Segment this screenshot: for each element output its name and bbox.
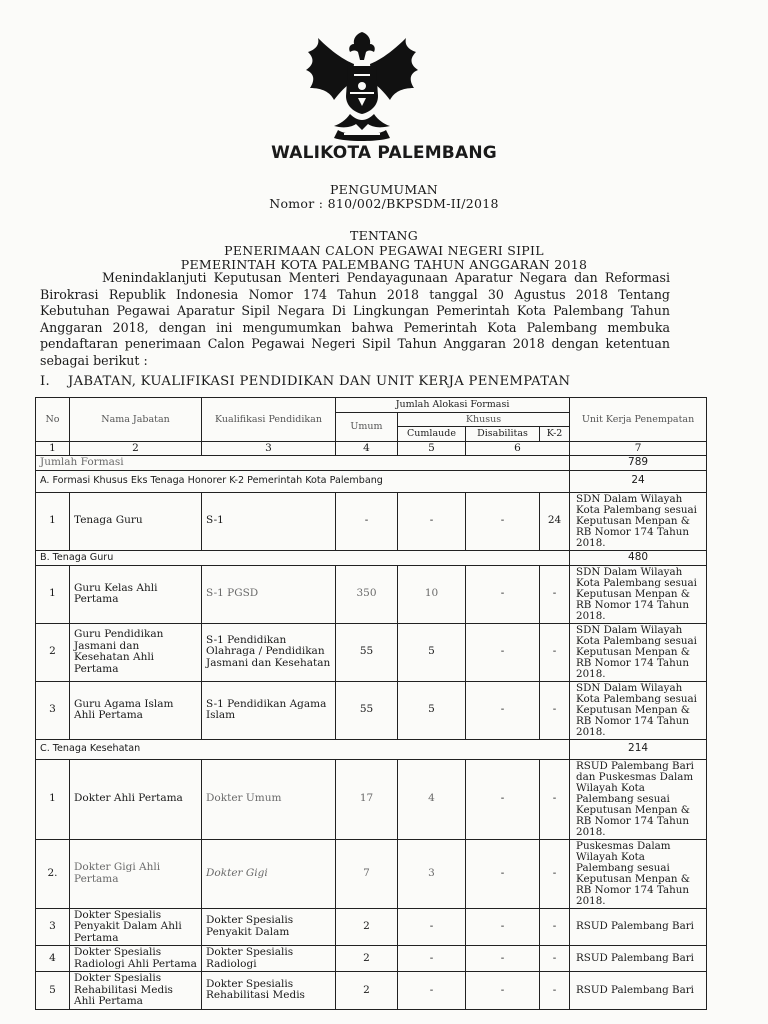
row-umum: 55 [336, 623, 398, 681]
row-unit: RSUD Palembang Bari dan Puskesmas Dalam Wilayah Kota Palembang sesuai Keputusan Menpan & RB Nomor 174 Tahun 2018. [570, 759, 707, 839]
table-row [36, 972, 707, 1010]
row-kualifikasi: Dokter Umum [202, 759, 336, 839]
row-unit: SDN Dalam Wilayah Kota Palembang sesuai Keputusan Menpan & RB Nomor 174 Tahun 2018. [570, 492, 707, 550]
table-header-row [36, 398, 707, 413]
col-number: 5 [398, 441, 466, 456]
row-k2: - [540, 623, 570, 681]
section-title: JABATAN, KUALIFIKASI PENDIDIKAN DAN UNIT KERJA PENEMPATAN [68, 374, 571, 389]
row-no: 4 [36, 946, 70, 972]
document-type: PENGUMUMAN [329, 182, 439, 197]
row-k2: - [540, 972, 570, 1010]
mayor-title: WALIKOTA PALEMBANG [271, 143, 497, 163]
row-k2: - [540, 908, 570, 946]
total-value: 789 [570, 456, 707, 471]
column-number-row [36, 441, 707, 456]
header-k2: K-2 [540, 427, 570, 442]
garuda-emblem-icon [300, 30, 424, 142]
table-row [36, 565, 707, 623]
row-umum: 2 [336, 946, 398, 972]
group-header-row [36, 739, 707, 759]
row-no: 3 [36, 681, 70, 739]
row-umum: 2 [336, 908, 398, 946]
row-k2: - [540, 839, 570, 908]
row-unit: RSUD Palembang Bari [570, 946, 707, 972]
row-kualifikasi: S-1 [202, 492, 336, 550]
row-jabatan: Dokter Spesialis Radiologi Ahli Pertama [70, 946, 202, 972]
col-number: 1 [36, 441, 70, 456]
col-number: 3 [202, 441, 336, 456]
row-cumlaude: 4 [398, 759, 466, 839]
row-cumlaude: 3 [398, 839, 466, 908]
table-row [36, 908, 707, 946]
row-cumlaude: 10 [398, 565, 466, 623]
row-disabilitas: - [466, 946, 540, 972]
row-kualifikasi: Dokter Gigi [202, 839, 336, 908]
row-jabatan: Guru Agama Islam Ahli Pertama [70, 681, 202, 739]
header-kualifikasi: Kualifikasi Pendidikan [202, 398, 336, 442]
about-label: TENTANG [349, 228, 419, 243]
row-jabatan: Dokter Spesialis Rehabilitasi Medis Ahli Pertama [70, 972, 202, 1010]
row-unit: SDN Dalam Wilayah Kota Palembang sesuai Keputusan Menpan & RB Nomor 174 Tahun 2018. [570, 565, 707, 623]
row-disabilitas: - [466, 623, 540, 681]
row-disabilitas: - [466, 759, 540, 839]
row-jabatan: Tenaga Guru [70, 492, 202, 550]
row-no: 5 [36, 972, 70, 1010]
row-kualifikasi: S-1 Pendidikan Olahraga / Pendidikan Jasmani dan Kesehatan [202, 623, 336, 681]
row-umum: 17 [336, 759, 398, 839]
row-jabatan: Guru Kelas Ahli Pertama [70, 565, 202, 623]
row-no: 1 [36, 759, 70, 839]
subject-line-1: PENERIMAAN CALON PEGAWAI NEGERI SIPIL [224, 243, 544, 258]
group-total: 24 [570, 470, 707, 492]
col-number: 4 [336, 441, 398, 456]
header-disabilitas: Disabilitas [466, 427, 540, 442]
header-umum: Umum [336, 412, 398, 441]
row-k2: - [540, 681, 570, 739]
row-cumlaude: - [398, 946, 466, 972]
group-title: C. Tenaga Kesehatan [36, 739, 570, 759]
group-header-row [36, 470, 707, 492]
row-disabilitas: - [466, 565, 540, 623]
row-kualifikasi: Dokter Spesialis Penyakit Dalam [202, 908, 336, 946]
intro-paragraph: Menindaklanjuti Keputusan Menteri Pendayagunaan Aparatur Negara dan Reformasi Birokrasi Republik Indonesia Nomor 174 Tahun 2018 tanggal 30 Agustus 2018 Tentang Kebutuhan Pegawai Aparatur Sipil Negara Di Lingkungan Pemerintah Kota Palembang Tahun Anggaran 2018, dengan ini mengumumkan bahwa Pemerintah Kota Palembang membuka pendaftaran penerimaan Calon Pegawai Negeri Sipil Tahun Anggaran 2018 dengan ketentuan sebagai berikut : [40, 270, 670, 368]
row-kualifikasi: S-1 Pendidikan Agama Islam [202, 681, 336, 739]
row-umum: 7 [336, 839, 398, 908]
row-no: 3 [36, 908, 70, 946]
header-no: No [36, 398, 70, 442]
row-cumlaude: - [398, 908, 466, 946]
col-number: 6 [466, 441, 570, 456]
row-disabilitas: - [466, 972, 540, 1010]
header-jabatan: Nama Jabatan [70, 398, 202, 442]
row-no: 1 [36, 492, 70, 550]
row-umum: 350 [336, 565, 398, 623]
table-row [36, 681, 707, 739]
row-disabilitas: - [466, 908, 540, 946]
row-jabatan: Guru Pendidikan Jasmani dan Kesehatan Ahli Pertama [70, 623, 202, 681]
row-k2: 24 [540, 492, 570, 550]
row-unit: SDN Dalam Wilayah Kota Palembang sesuai Keputusan Menpan & RB Nomor 174 Tahun 2018. [570, 681, 707, 739]
row-kualifikasi: Dokter Spesialis Rehabilitasi Medis [202, 972, 336, 1010]
table-row [36, 946, 707, 972]
row-jabatan: Dokter Ahli Pertama [70, 759, 202, 839]
section-number: I. [40, 374, 51, 389]
table-row [36, 623, 707, 681]
table-row [36, 759, 707, 839]
header-alokasi: Jumlah Alokasi Formasi [336, 398, 570, 413]
group-title: A. Formasi Khusus Eks Tenaga Honorer K-2 Pemerintah Kota Palembang [36, 470, 570, 492]
row-no: 2 [36, 623, 70, 681]
row-umum: 55 [336, 681, 398, 739]
row-cumlaude: - [398, 492, 466, 550]
row-kualifikasi: S-1 PGSD [202, 565, 336, 623]
group-title: B. Tenaga Guru [36, 550, 570, 565]
row-unit: SDN Dalam Wilayah Kota Palembang sesuai Keputusan Menpan & RB Nomor 174 Tahun 2018. [570, 623, 707, 681]
row-no: 2. [36, 839, 70, 908]
row-umum: 2 [336, 972, 398, 1010]
row-cumlaude: 5 [398, 681, 466, 739]
row-umum: - [336, 492, 398, 550]
row-kualifikasi: Dokter Spesialis Radiologi [202, 946, 336, 972]
row-disabilitas: - [466, 839, 540, 908]
col-number: 7 [570, 441, 707, 456]
row-k2: - [540, 565, 570, 623]
formation-table [35, 397, 707, 1010]
col-number: 2 [70, 441, 202, 456]
table-row [36, 492, 707, 550]
table-row [36, 839, 707, 908]
row-jabatan: Dokter Gigi Ahli Pertama [70, 839, 202, 908]
subject-line-2: PEMERINTAH KOTA PALEMBANG TAHUN ANGGARAN 2018 [180, 257, 588, 272]
group-total: 214 [570, 739, 707, 759]
row-unit: Puskesmas Dalam Wilayah Kota Palembang sesuai Keputusan Menpan & RB Nomor 174 Tahun 2018. [570, 839, 707, 908]
row-unit: RSUD Palembang Bari [570, 908, 707, 946]
row-cumlaude: - [398, 972, 466, 1010]
document-number: Nomor : 810/002/BKPSDM-II/2018 [269, 196, 499, 211]
header-khusus: Khusus [398, 412, 570, 427]
header-unit: Unit Kerja Penempatan [570, 398, 707, 442]
row-disabilitas: - [466, 492, 540, 550]
total-label: Jumlah Formasi [36, 456, 570, 471]
row-cumlaude: 5 [398, 623, 466, 681]
row-disabilitas: - [466, 681, 540, 739]
row-k2: - [540, 759, 570, 839]
group-total: 480 [570, 550, 707, 565]
row-no: 1 [36, 565, 70, 623]
header-cumlaude: Cumlaude [398, 427, 466, 442]
total-row [36, 456, 707, 471]
row-jabatan: Dokter Spesialis Penyakit Dalam Ahli Pertama [70, 908, 202, 946]
row-unit: RSUD Palembang Bari [570, 972, 707, 1010]
group-header-row [36, 550, 707, 565]
section-heading [40, 374, 570, 389]
row-k2: - [540, 946, 570, 972]
